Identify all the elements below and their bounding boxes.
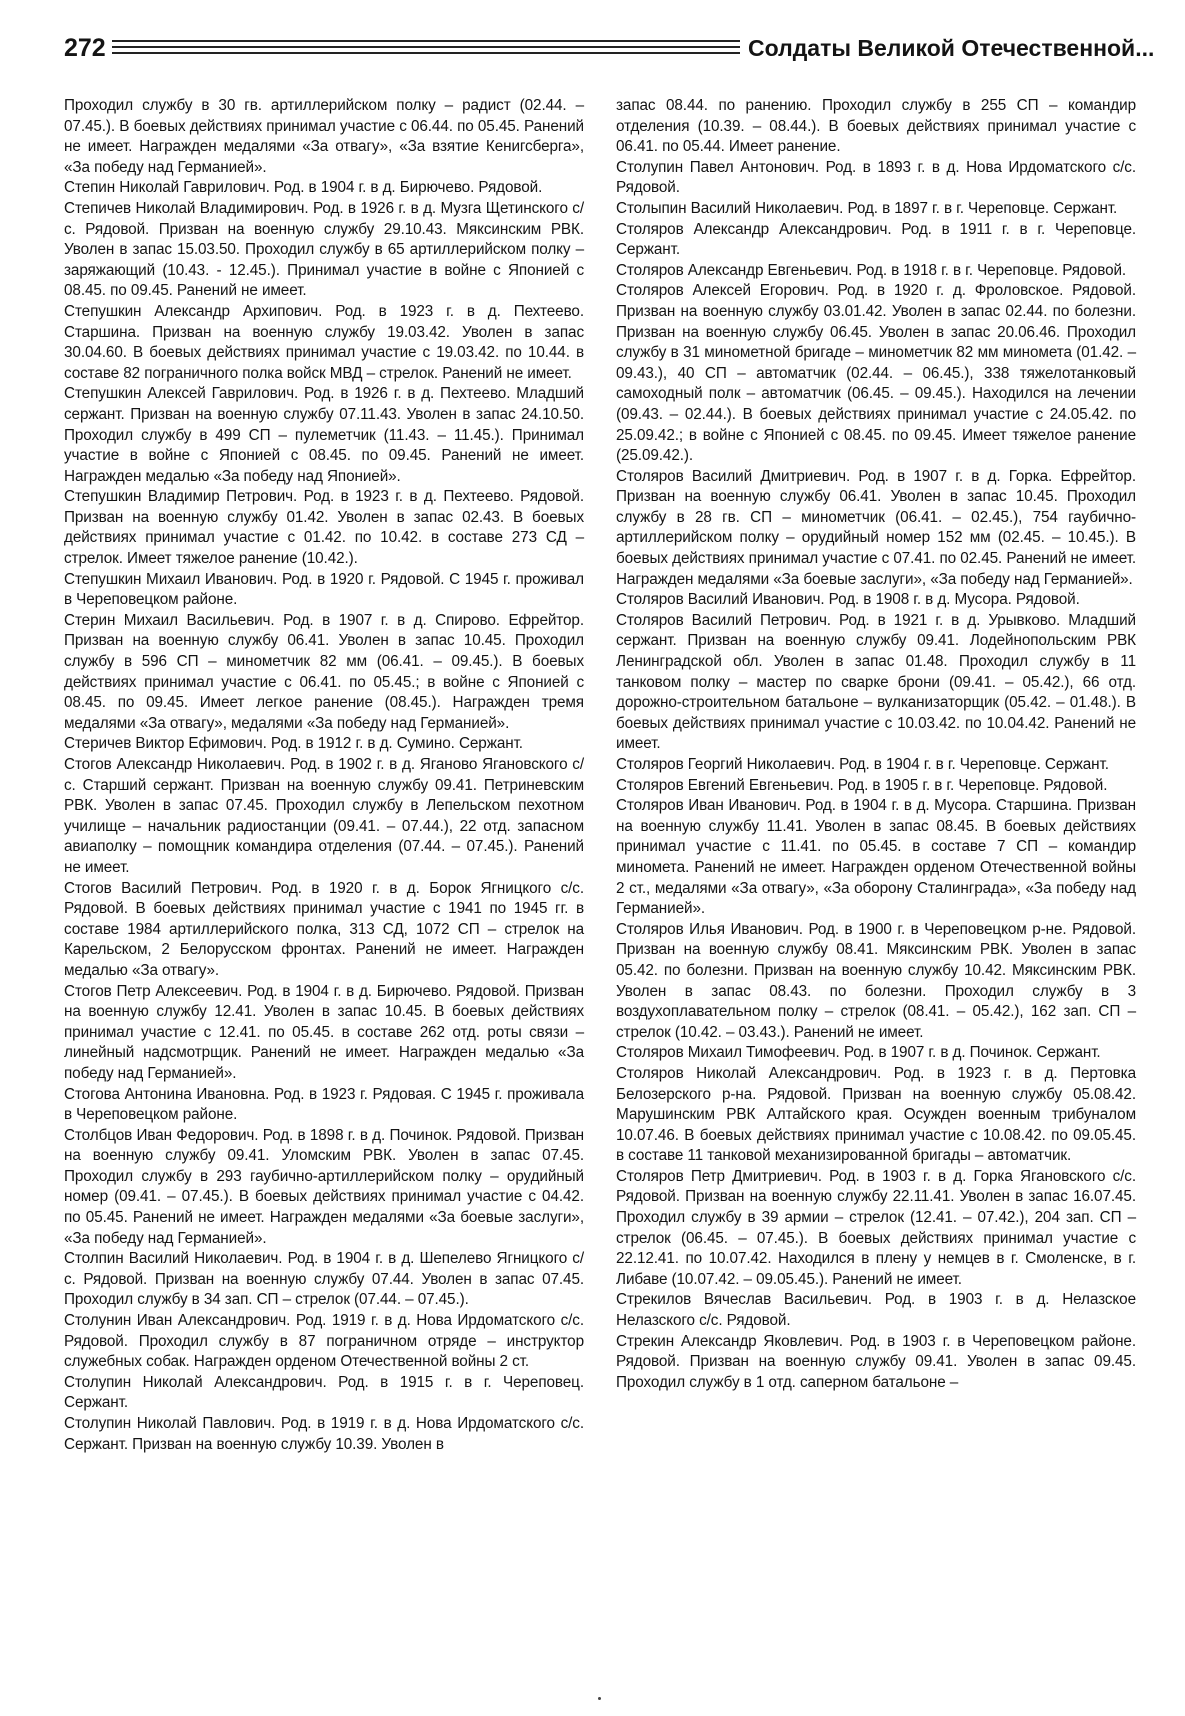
entry: Степичев Николай Владимирович. Род. в 1926 г. в д. Музга Щетинского с/с. Рядовой. Призван на военную службу 29.10.43. Мяксинским РВК. Уволен в запас 15.03.50. Проходил службу в 65 артиллерийском полку – заряжающий (10.43. - 12.45.). Принимал участие в войне с Японией с 08.45. по 09.45. Ранений не имеет. xyxy=(64,199,584,300)
entry: Столяров Александр Александрович. Род. в 1911 г. в г. Череповце. Сержант. xyxy=(616,220,1136,259)
header-rule xyxy=(112,40,740,42)
entry: Столунин Иван Александрович. Род. 1919 г. в д. Нова Ирдоматского с/с. Рядовой. Проходил службу в 87 пограничном отряде – инструктор служебных собак. Награжден орденом Отечественной войны 2 ст. xyxy=(64,1312,584,1371)
text-column-right xyxy=(616,96,1136,1393)
entry: Степин Николай Гаврилович. Род. в 1904 г. в д. Бирючево. Рядовой. xyxy=(64,179,543,197)
entry: запас 08.44. по ранению. Проходил службу в 255 СП – командир отделения (10.39. – 08.44.). В боевых действиях принимал участие с 06.41. по 05.44. Имеет ранение. xyxy=(616,97,1136,156)
entry: Степушкин Михаил Иванович. Род. в 1920 г. Рядовой. С 1945 г. проживал в Череповецком районе. xyxy=(64,570,584,609)
entry: Столыпин Василий Николаевич. Род. в 1897 г. в г. Череповце. Сержант. xyxy=(616,199,1118,217)
entry: Столяров Иван Иванович. Род. в 1904 г. в д. Мусора. Старшина. Призван на военную службу 11.41. Уволен в запас 08.45. В боевых действиях принимал участие с 11.41. по 05.45. в составе 7 СП – командир миномета. Ранений не имеет. Награжден орденом Отечественной войны 2 ст., медалями «За отвагу», «За оборону Сталинграда», «За победу над Германией». xyxy=(616,797,1136,918)
entry: Степушкин Владимир Петрович. Род. в 1923 г. в д. Пехтеево. Рядовой. Призван на военную службу 01.42. Уволен в запас 02.43. В боевых действиях принимал участие с 01.42. по 10.42. в составе 273 СД – стрелок. Имеет тяжелое ранение (10.42.). xyxy=(64,488,584,568)
entry: Стрекилов Вячеслав Васильевич. Род. в 1903 г. в д. Нелазское Нелазского с/с. Рядовой. xyxy=(616,1291,1136,1330)
entry: Столпин Василий Николаевич. Род. в 1904 г. в д. Шепелево Ягницкого с/с. Рядовой. Призван на военную службу 07.44. Уволен в запас 07.45. Проходил службу в 34 зап. СП – стрелок (07.44. – 07.45.). xyxy=(64,1250,584,1309)
entry: Столяров Илья Иванович. Род. в 1900 г. в Череповецком р-не. Рядовой. Призван на военную службу 08.41. Мяксинским РВК. Уволен в запас 05.42. по болезни. Призван на военную службу 10.42. Мяксинским РВК. Уволен в запас 08.43. по болезни. Проходил службу в 3 воздухоплавательном полку – стрелок (08.41. – 05.42.), 162 зап. СП – стрелок (10.42. – 03.43.). Ранений не имеет. xyxy=(616,920,1136,1041)
entry: Столяров Алексей Егорович. Род. в 1920 г. д. Фроловское. Рядовой. Призван на военную службу 03.01.42. Уволен в запас 02.44. по болезни. Призван на военную службу 06.45. Уволен в запас 20.06.46. Проходил службу в 31 минометной бригаде – минометчик 82 мм миномета (01.42. – 09.43.), 40 СП – автоматчик (02.44. – 06.45.), 338 тяжелотанковый самоходный полк – автоматчик (06.45. – 09.45.). Находился на лечении (09.43. – 02.44.). В боевых действиях принимал участие с 24.05.42. по 25.09.42.; в войне с Японией с 08.45. по 09.45. Имеет тяжелое ранение (25.09.42.). xyxy=(616,282,1136,465)
entry: Стеричев Виктор Ефимович. Род. в 1912 г. в д. Сумино. Сержант. xyxy=(64,735,523,753)
entry: Столяров Евгений Евгеньевич. Род. в 1905 г. в г. Череповце. Рядовой. xyxy=(616,776,1108,794)
entry: Столяров Георгий Николаевич. Род. в 1904 г. в г. Череповце. Сержант. xyxy=(616,756,1109,773)
entry: Стогов Петр Алексеевич. Род. в 1904 г. в д. Бирючево. Рядовой. Призван на военную службу 12.41. Уволен в запас 10.45. В боевых действиях принимал участие с 12.41. по 05.45. в составе 262 отд. роты связи – линейный надсмотрщик. Ранений не имеет. Награжден медалью «За победу над Германией». xyxy=(64,982,584,1082)
entry: Стерин Михаил Васильевич. Род. в 1907 г. в д. Спирово. Ефрейтор. Призван на военную службу 06.41. Уволен в запас 10.45. Проходил службу в 596 СП – минометчик 82 мм (06.41. – 09.45.). В боевых действиях принимал участие с 06.41. по 05.45.; в войне с Японией с 08.45. по 09.45. Имеет легкое ранение (08.45.). Награжден тремя медалями «За отвагу», медалями «За победу над Германией». xyxy=(64,611,584,732)
entry: Столяров Николай Александрович. Род. в 1923 г. в д. Пертовка Белозерского р-на. Рядовой. Призван на военную службу 05.08.42. Марушинским РВК Алтайского края. Осужден военным трибуналом 10.07.46. В боевых действиях принимал участие с 10.08.42. по 09.05.45. в составе 11 танковой механизированной бригады – автоматчик. xyxy=(616,1064,1136,1165)
entry: Столяров Василий Петрович. Род. в 1921 г. в д. Урывково. Младший сержант. Призван на военную службу 09.41. Лодейнопольским РВК Ленинградской обл. Уволен в запас 01.48. Проходил службу в 11 танковом полку – мастер по сварке брони (09.41. – 05.42.), 66 отд. дорожно-строительном батальоне – вулканизаторщик (05.42. – 01.48.). В боевых действиях принимал участие с 10.03.42. по 10.04.42. Ранений не имеет. xyxy=(616,611,1136,753)
entry: Столяров Василий Иванович. Род. в 1908 г. в д. Мусора. Рядовой. xyxy=(616,591,1080,609)
scan-mark xyxy=(598,1697,601,1700)
entry: Стогова Антонина Ивановна. Род. в 1923 г. Рядовая. С 1945 г. проживала в Череповецком районе. xyxy=(64,1085,584,1124)
entry: Стрекин Александр Яковлевич. Род. в 1903 г. в Череповецком районе. Рядовой. Призван на военную службу 09.41. Уволен в запас 09.45. Проходил службу в 1 отд. саперном батальоне – xyxy=(616,1332,1136,1391)
running-title: Солдаты Великой Отечественной... xyxy=(748,35,1155,61)
page-number: 272 xyxy=(64,34,106,62)
entry: Столяров Александр Евгеньевич. Род. в 1918 г. в г. Череповце. Рядовой. xyxy=(616,261,1127,279)
entry: Столбцов Иван Федорович. Род. в 1898 г. в д. Починок. Рядовой. Призван на военную службу 09.41. Уломским РВК. Уволен в запас 07.45. Проходил службу в 293 гаубично-артиллерийском полку – орудийный номер (09.41. – 07.45.). В боевых действиях принимал участие с 04.42. по 05.45. Ранений не имеет. Награжден медалями «За боевые заслуги», «За победу над Германией». xyxy=(64,1126,584,1247)
entry: Столяров Василий Дмитриевич. Род. в 1907 г. в д. Горка. Ефрейтор. Призван на военную службу 06.41. Уволен в запас 10.45. Проходил службу в 28 гв. СП – минометчик (06.41. – 02.45.), 754 гаубично-артиллерийском полку – орудийный номер 152 мм (02.45. – 10.45.). В боевых действиях принимал участие с 07.41. по 02.45. Ранений не имеет. Награжден медалями «За боевые заслуги», «За победу над Германией». xyxy=(616,467,1136,588)
entry: Столяров Петр Дмитриевич. Род. в 1903 г. в д. Горка Ягановского с/с. Рядовой. Призван на военную службу 22.11.41. Уволен в запас 16.07.45. Проходил службу в 39 армии – стрелок (12.41. – 07.42.), 204 зап. СП – стрелок (06.45. – 07.45.). В боевых действиях принимал участие с 22.12.41. по 10.07.42. Находился в плену у немцев в г. Смоленске, в г. Либаве (10.07.42. – 09.05.45.). Ранений не имеет. xyxy=(616,1167,1136,1288)
entry: Столупин Николай Александрович. Род. в 1915 г. в г. Череповец. Сержант. xyxy=(64,1373,584,1412)
entry: Степушкин Александр Архипович. Род. в 1923 г. в д. Пехтеево. Старшина. Призван на военную службу 19.03.42. Уволен в запас 30.04.60. В боевых действиях принимал участие с 19.03.42. по 10.44. в составе 82 пограничного полка войск МВД – стрелок. Ранений не имеет. xyxy=(64,302,584,382)
entry: Столяров Михаил Тимофеевич. Род. в 1907 г. в д. Починок. Сержант. xyxy=(616,1044,1101,1062)
entry: Степушкин Алексей Гаврилович. Род. в 1926 г. в д. Пехтеево. Младший сержант. Призван на военную службу 07.11.43. Уволен в запас 24.10.50. Проходил службу в 499 СП – пулеметчик (11.43. – 11.45.). Принимал участие в войне с Японией с 08.45. по 09.45. Ранений не имеет. Награжден медалью «За победу над Японией». xyxy=(64,385,584,485)
entry: Столупин Николай Павлович. Род. в 1919 г. в д. Нова Ирдоматского с/с. Сержант. Призван на военную службу 10.39. Уволен в xyxy=(64,1415,584,1453)
header-rule xyxy=(112,52,740,54)
entry: Столупин Павел Антонович. Род. в 1893 г. в д. Нова Ирдоматского с/с. Рядовой. xyxy=(616,158,1136,197)
header-rule xyxy=(112,46,740,48)
entry: Стогов Василий Петрович. Род. в 1920 г. в д. Борок Ягницкого с/с. Рядовой. В боевых действиях принимал участие с 1941 по 1945 гг. в составе 1984 артиллерийского полка, 313 СД, 1072 СП – стрелок на Карельском, 2 Белорусском фронтах. Ранений не имеет. Награжден медалью «За отвагу». xyxy=(64,879,584,979)
entry: Стогов Александр Николаевич. Род. в 1902 г. в д. Яганово Ягановского с/с. Старший сержант. Призван на военную службу 09.41. Петриневским РВК. Уволен в запас 07.45. Проходил службу в Лепельском пехотном училище – начальник радиостанции (09.41. – 07.44.), 22 отд. запасном авиаполку – помощник командира отделения (07.44. – 07.45.). Ранений не имеет. xyxy=(64,756,584,876)
entry: Проходил службу в 30 гв. артиллерийском полку – радист (02.44. – 07.45.). В боевых действиях принимал участие с 06.44. по 05.45. Ранений не имеет. Награжден медалями «За отвагу», «За взятие Кенигсберга», «За победу над Германией». xyxy=(64,97,584,176)
text-column-left xyxy=(64,96,584,1455)
